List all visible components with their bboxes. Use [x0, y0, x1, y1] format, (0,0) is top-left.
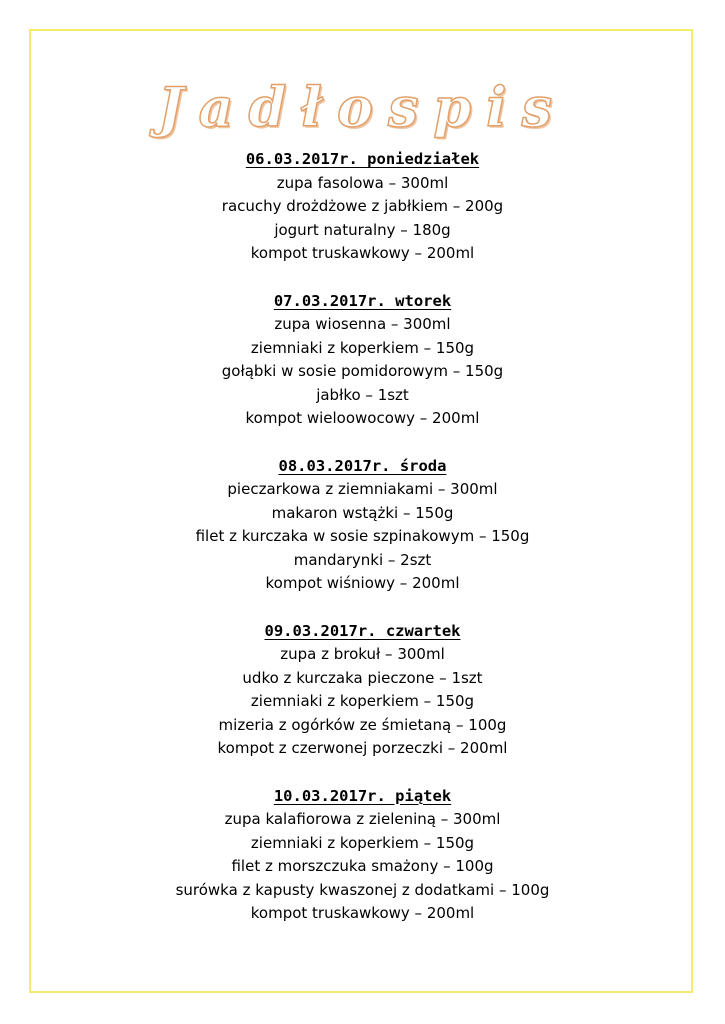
menu-item: racuchy drożdżowe z jabłkiem – 200g: [221, 197, 504, 215]
menu-item: pieczarkowa z ziemniakami – 300ml: [227, 480, 498, 498]
menu-item: zupa wiosenna – 300ml: [274, 315, 451, 333]
page-title: Jadłospis: [157, 75, 568, 139]
menu-item: zupa fasolowa – 300ml: [276, 173, 449, 192]
menu-item: jogurt naturalny – 180g: [274, 220, 451, 239]
menu-item: zupa z brokuł – 300ml: [280, 645, 445, 663]
menu-item: kompot wieloowocowy – 200ml: [245, 409, 480, 427]
day-heading: 08.03.2017r. środa: [278, 456, 447, 475]
menu-item: udko z kurczaka pieczone – 1szt: [242, 668, 483, 687]
menu-item: kompot truskawkowy – 200ml: [250, 244, 475, 262]
day-heading: 07.03.2017r. wtorek: [273, 291, 452, 310]
day-heading: 09.03.2017r. czwartek: [264, 621, 461, 640]
menu-item: filet z morszczuka smażony – 100g: [231, 857, 494, 875]
menu-day: [40, 290, 685, 431]
menu-day: [40, 785, 685, 926]
menu-day: [40, 148, 685, 266]
menu-item: mizeria z ogórków ze śmietaną – 100g: [218, 715, 507, 734]
menu-item: ziemniaki z koperkiem – 150g: [250, 692, 475, 710]
menu-item: kompot z czerwonej porzeczki – 200ml: [217, 739, 508, 757]
menu-item: zupa kalafiorowa z zieleniną – 300ml: [224, 810, 501, 828]
menu-item: jabłko – 1szt: [316, 385, 409, 404]
menu-item: makaron wstążki – 150g: [271, 503, 454, 522]
menu-item: mandarynki – 2szt: [293, 550, 432, 569]
menu-day: [40, 455, 685, 596]
menu-item: filet z kurczaka w sosie szpinakowym – 150g: [195, 527, 530, 545]
menu-item: kompot truskawkowy – 200ml: [250, 904, 475, 922]
menu-item: ziemniaki z koperkiem – 150g: [250, 338, 475, 357]
day-heading: 06.03.2017r. poniedziałek: [245, 150, 480, 168]
menu-item: gołąbki w sosie pomidorowym – 150g: [221, 362, 504, 380]
menu-item: kompot wiśniowy – 200ml: [265, 574, 460, 592]
menu-day: [40, 620, 685, 761]
menu-list: [40, 148, 685, 950]
menu-item: surówka z kapusty kwaszonej z dodatkami – 100g: [175, 880, 550, 899]
day-heading: 10.03.2017r. piątek: [273, 786, 452, 805]
menu-item: ziemniaki z koperkiem – 150g: [250, 833, 475, 852]
